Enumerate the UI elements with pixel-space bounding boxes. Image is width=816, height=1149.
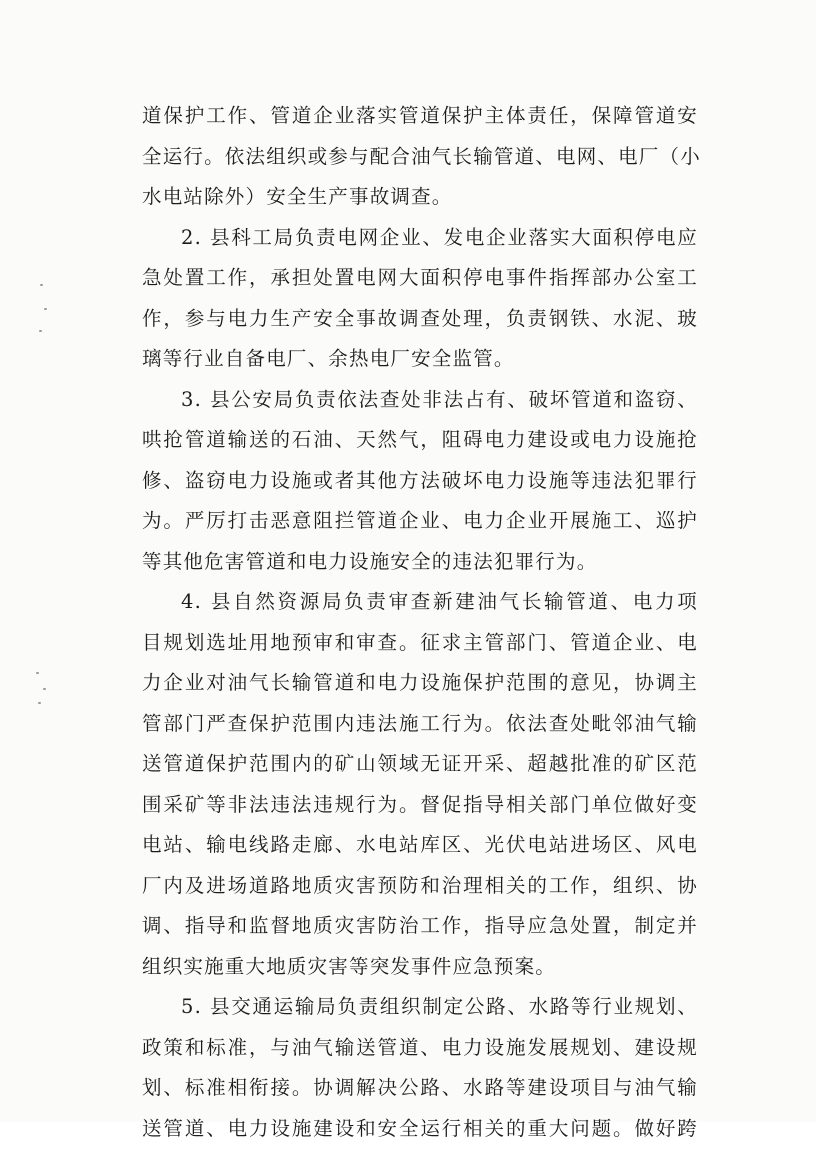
text-line: 组织实施重大地质灾害等突发事件应急预案。 [142,947,698,988]
scan-speck [43,688,46,690]
text-line: 急处置工作，承担处置电网大面积停电事件指挥部办公室工 [142,258,698,299]
text-line: 厂内及进场道路地质灾害预防和治理相关的工作，组织、协 [142,866,698,907]
text-line: 全运行。依法组织或参与配合油气长输管道、电网、电厂（小 [142,137,698,178]
paragraph-item-2 [142,218,698,380]
text-line: 水电站除外）安全生产事故调查。 [142,177,698,218]
text-line: 调、指导和监督地质灾害防治工作，指导应急处置，制定并 [142,906,698,947]
text-line: 围采矿等非法违法违规行为。督促指导相关部门单位做好变 [142,785,698,826]
paragraph-continuation [142,96,698,218]
text-line: 2. 县科工局负责电网企业、发电企业落实大面积停电应 [142,218,698,259]
text-line: 璃等行业自备电厂、余热电厂安全监管。 [142,339,698,380]
text-line: 为。严厉打击恶意阻拦管道企业、电力企业开展施工、巡护 [142,501,698,542]
text-line: 4. 县自然资源局负责审查新建油气长输管道、电力项 [142,582,698,623]
text-line: 划、标准相衔接。协调解决公路、水路等建设项目与油气输 [142,1068,698,1109]
text-line: 目规划选址用地预审和审查。征求主管部门、管道企业、电 [142,623,698,664]
text-line: 力企业对油气长输管道和电力设施保护范围的意见，协调主 [142,663,698,704]
scan-speck [36,672,39,674]
scan-speck [38,702,41,704]
scan-speck [44,308,47,310]
text-line: 道保护工作、管道企业落实管道保护主体责任，保障管道安 [142,96,698,137]
text-line: 作，参与电力生产安全事故调查处理，负责钢铁、水泥、玻 [142,299,698,340]
text-line: 哄抢管道输送的石油、天然气，阻碍电力建设或电力设施抢 [142,420,698,461]
paragraph-item-3 [142,380,698,583]
text-line: 政策和标准，与油气输送管道、电力设施发展规划、建设规 [142,1028,698,1069]
scan-speck [39,330,42,332]
paragraph-item-5 [142,987,698,1149]
text-line: 电站、输电线路走廊、水电站库区、光伏电站进场区、风电 [142,825,698,866]
text-line: 3. 县公安局负责依法查处非法占有、破坏管道和盗窃、 [142,380,698,421]
paragraph-item-4 [142,582,698,987]
text-line: 送管道、电力设施建设和安全运行相关的重大问题。做好跨 [142,1109,698,1149]
text-line: 送管道保护范围内的矿山领域无证开采、超越批准的矿区范 [142,744,698,785]
text-line: 5. 县交通运输局负责组织制定公路、水路等行业规划、 [142,987,698,1028]
text-line: 修、盗窃电力设施或者其他方法破坏电力设施等违法犯罪行 [142,461,698,502]
scan-speck [40,284,43,286]
body-text [142,96,698,1149]
text-line: 等其他危害管道和电力设施安全的违法犯罪行为。 [142,542,698,583]
text-line: 管部门严查保护范围内违法施工行为。依法查处毗邻油气输 [142,704,698,745]
